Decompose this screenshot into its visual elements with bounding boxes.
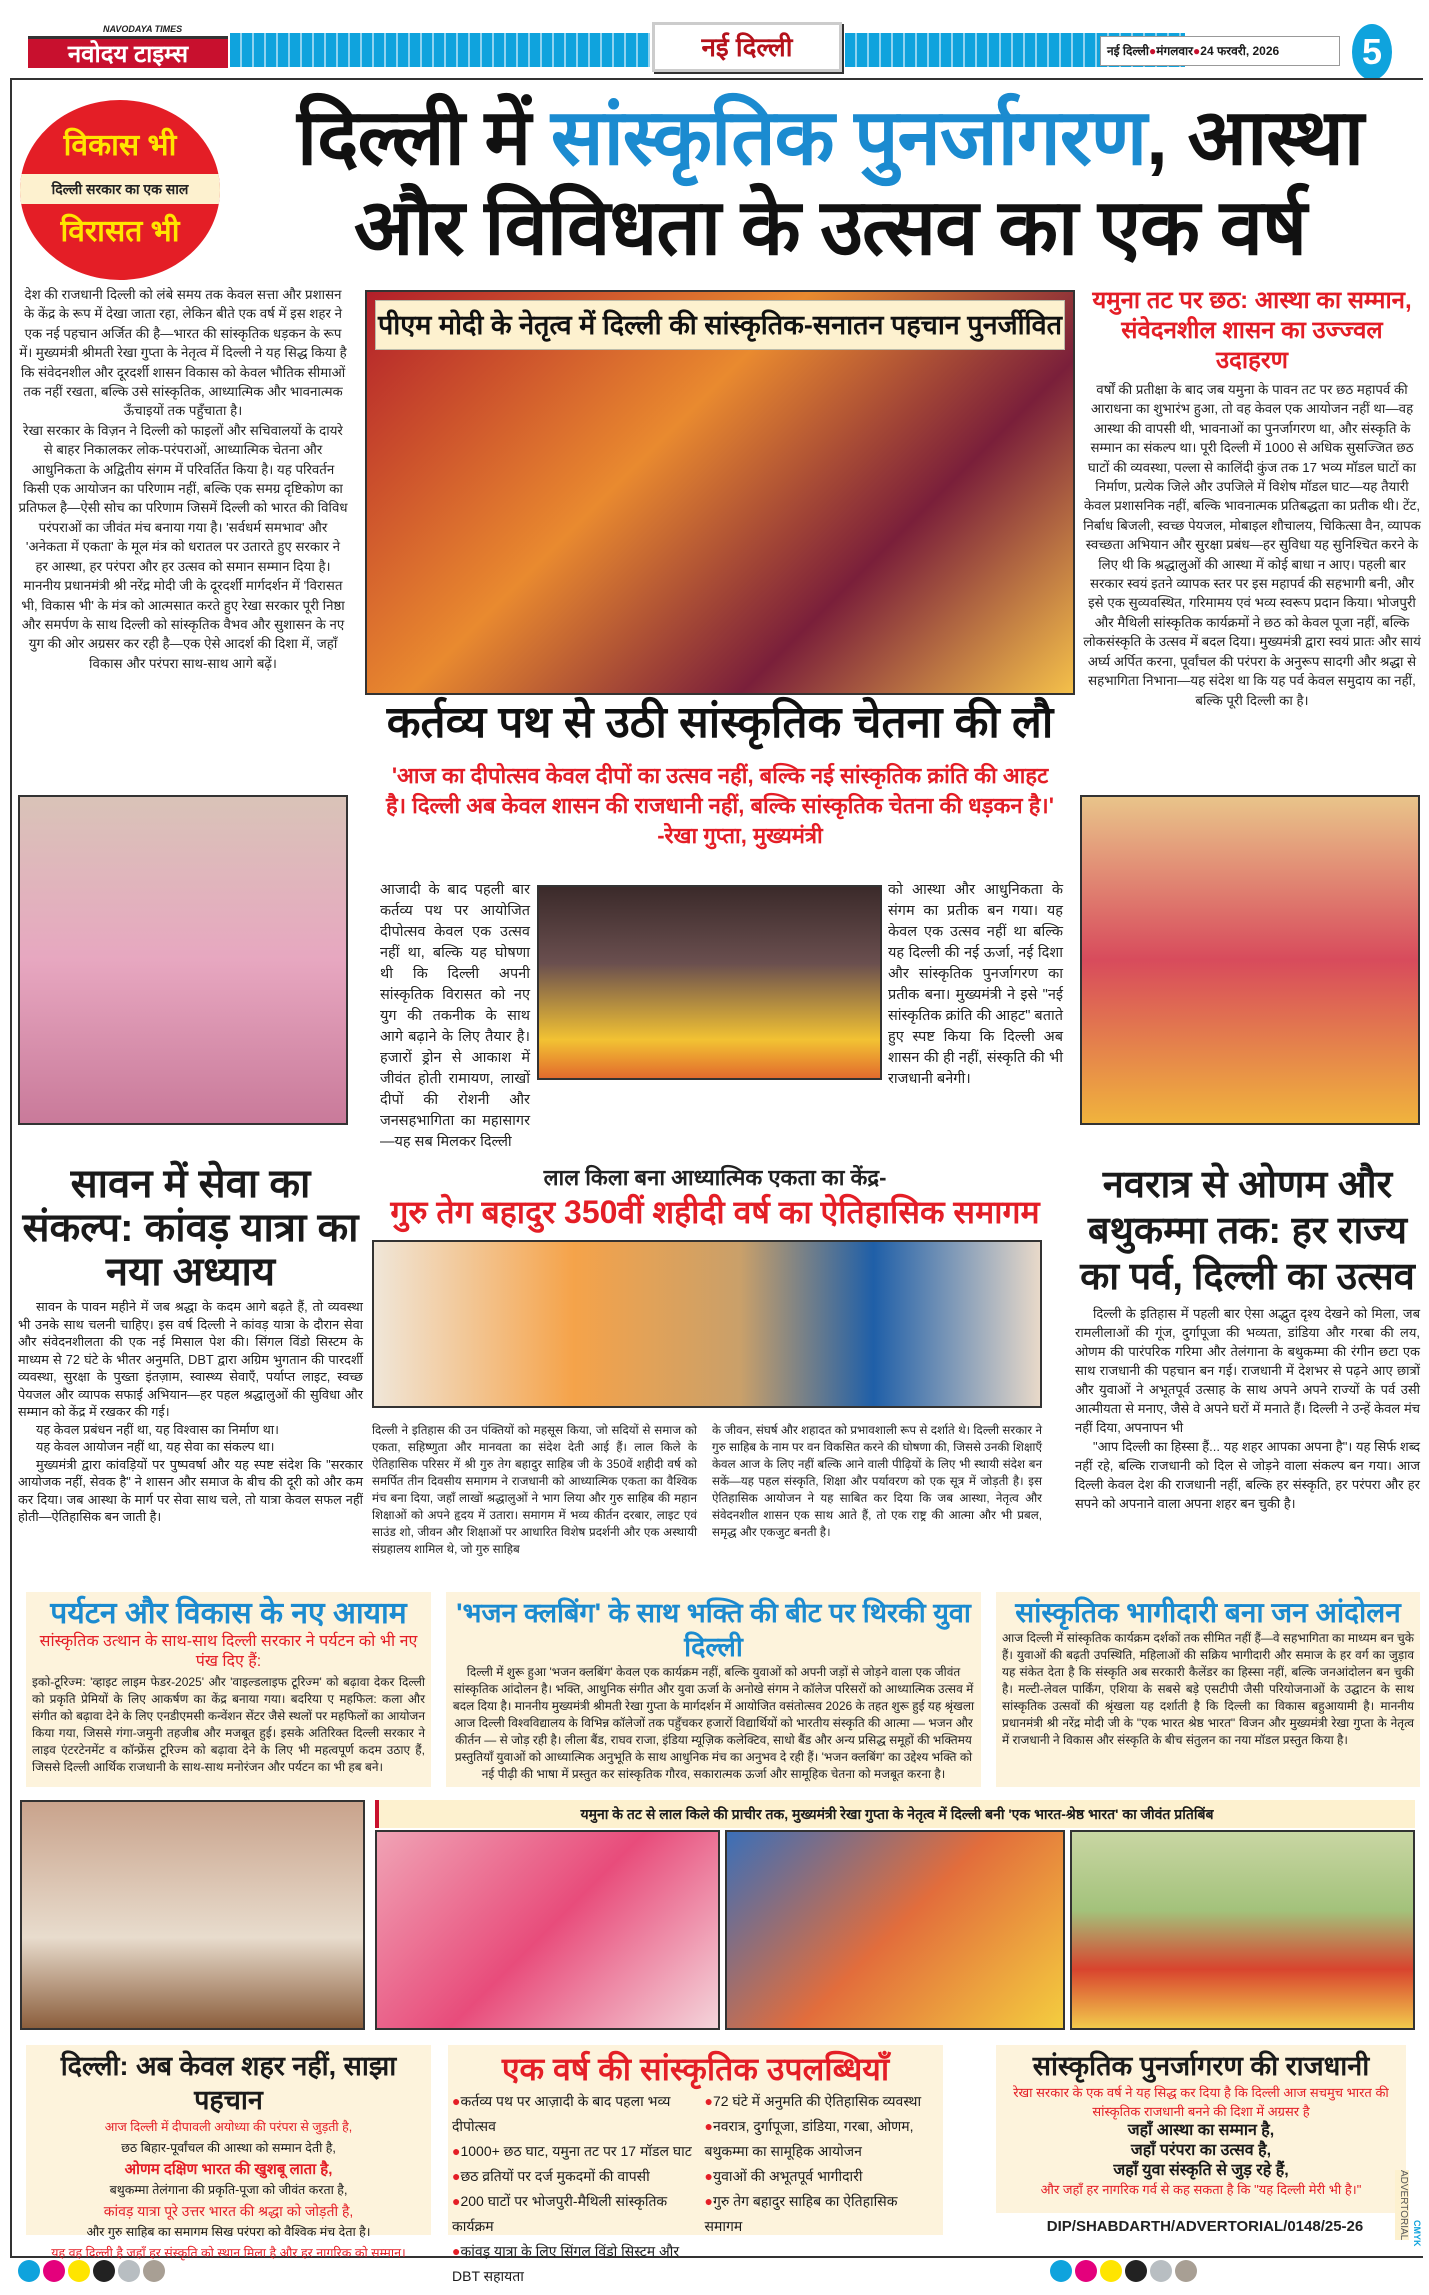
cyan-dot-icon [1050, 2260, 1072, 2282]
gallery-photo-1 [20, 1800, 365, 2030]
achievement-item: ● गुरु तेग बहादुर साहिब का ऐतिहासिक समागम [704, 2189, 939, 2239]
tourism-subtitle: सांस्कृतिक उत्थान के साथ-साथ दिल्ली सरकार ने पर्यटन को भी नए पंख दिए हैं: [39, 1633, 418, 1670]
gallery-photo-3 [725, 1830, 1065, 2030]
achievement-item: ● युवाओं की अभूतपूर्व भागीदारी [704, 2164, 939, 2189]
achievement-item: ● 200 घाटों पर भोजपुरी-मैथिली सांस्कृतिक कार्यक्रम [452, 2189, 696, 2239]
identity-line: ओणम दक्षिण भारत की खुशबू लाता है, [124, 2161, 333, 2178]
kanwar-paragraph: यह केवल प्रबंधन नहीं था, यह विश्वास का निर्माण था। [36, 1421, 279, 1437]
chhath-photo [1080, 795, 1420, 1125]
intro-paragraph: रेखा सरकार के विज़न ने दिल्ली को फाइलों और सचिवालयों के दायरे से बाहर निकालकर लोक-परंपराओं, आध्यात्मिक चेतना और आधुनिकता के अद्वितीय संगम में परिवर्तित किया है। यह परिवर्तन किसी एक आयोजन का परिणाम नहीं, बल्कि एक समग्र दृष्टिकोण का प्रतिफल है—ऐसी सोच का परिणाम जिसमें दिल्ली को भारत की विविध परंपराओं का जीवंत मंच बनाया गया है। 'सर्वधर्म समभाव' और 'अनेकता में एकता' के मूल मंत्र को धरातल पर उतारते हुए सरकार ने हर आस्था, हर परंपरा और हर उत्सव को समान सम्मान दिया है। [18, 422, 348, 574]
capital-line: जहाँ युवा संस्कृति से जुड़ रहे हैं, [1113, 2162, 1289, 2179]
bullet-dot-icon: ● [1149, 44, 1157, 58]
kanwar-article [18, 1162, 363, 1526]
chhath-article [1082, 286, 1422, 710]
tourism-title: पर्यटन और विकास के नए आयाम [50, 1597, 407, 1630]
badge-bottom: विरासत भी [60, 215, 180, 248]
achievements-list-1 [452, 2089, 696, 2289]
kartavya-title: कर्तव्य पथ से उठी सांस्कृतिक चेतना की लौ [386, 698, 1054, 747]
grey-dot-icon [118, 2260, 140, 2282]
navratra-paragraph: "आप दिल्ली का हिस्सा हैं... यह शहर आपका अपना है"। यह सिर्फ शब्द नहीं रहे, बल्कि राजधानी को दिल से जोड़ने वाला संकल्प बन गया। आज दिल्ली केवल देश की राजधानी नहीं, बल्कि हर संस्कृति, हर परंपरा और हर सपने को अपनाने वाला अपना शहर बन चुकी है। [1075, 1439, 1420, 1511]
identity-line: यह वह दिल्ली है जहाँ हर संस्कृति को स्थान मिला है और हर नागरिक को सम्मान। [51, 2246, 406, 2260]
cyan-dot-icon [18, 2260, 40, 2282]
yellow-dot-icon [68, 2260, 90, 2282]
advertorial-label: ADVERTORIAL [1395, 2170, 1409, 2240]
identity-line: छठ बिहार-पूर्वांचल की आस्था को सम्मान देती है, [121, 2141, 336, 2155]
main-headline [240, 92, 1420, 272]
chhath-title: यमुना तट पर छठ: आस्था का सम्मान, संवेदनशील शासन का उज्ज्वल उदाहरण [1092, 287, 1412, 374]
yellow-dot-icon [1100, 2260, 1122, 2282]
participation-box [996, 1592, 1420, 1787]
capital-box [996, 2045, 1406, 2213]
kanwar-paragraph: मुख्यमंत्री द्वारा कांवड़ियों पर पुष्पवर्षा और यह स्पष्ट संदेश कि "सरकार आयोजक नहीं, सेवक है" ने शासन और समाज के बीच की दूरी को और कम कर दिया। जब आस्था के मार्ग पर सेवा साथ चले, तो यात्रा केवल सफल नहीं होती—ऐतिहासिक बन जाती है। [18, 1456, 363, 1524]
anniversary-badge [20, 100, 220, 280]
headline-part2: , आस्था और विविधता के उत्सव का एक वर्ष [353, 93, 1364, 271]
participation-title: सांस्कृतिक भागीदारी बना जन आंदोलन [1015, 1597, 1401, 1628]
kanwar-title: सावन में सेवा का संकल्प: कांवड़ यात्रा का नया अध्याय [22, 1162, 359, 1294]
magenta-dot-icon [43, 2260, 65, 2282]
city-label: नई दिल्ली [652, 22, 842, 72]
capital-title: सांस्कृतिक पुनर्जागरण की राजधानी [1032, 2051, 1370, 2081]
kartavya-article [365, 695, 1075, 851]
gallery-caption: यमुना के तट से लाल किले की प्राचीर तक, मुख्यमंत्री रेखा गुप्ता के नेतृत्व में दिल्ली बनी 'एक भारत-श्रेष्ठ भारत' का जीवंत प्रतिबिंब [375, 1800, 1415, 1828]
achievements-title: एक वर्ष की सांस्कृतिक उपलब्धियाँ [501, 2051, 890, 2087]
badge-middle: दिल्ली सरकार का एक साल [20, 174, 220, 204]
shared-identity-box [26, 2045, 431, 2260]
navratra-title: नवरात्र से ओणम और बथुकम्मा तक: हर राज्य का पर्व, दिल्ली का उत्सव [1080, 1164, 1415, 1298]
logo-small-title: NAVODAYA TIMES [103, 24, 183, 34]
achievement-item: ● 1000+ छठ घाट, यमुना तट पर 17 मॉडल घाट [452, 2139, 696, 2164]
badge-top: विकास भी [63, 129, 177, 162]
cmyk-label: CMYK [1412, 2220, 1422, 2247]
guru-kicker: लाल किला बना आध्यात्मिक एकता का केंद्र- [543, 1165, 887, 1190]
gallery-photo-4 [1070, 1830, 1415, 2030]
masthead [0, 0, 1429, 70]
cm-photo-diya [18, 795, 348, 1125]
participation-body: आज दिल्ली में सांस्कृतिक कार्यक्रम दर्शकों तक सीमित नहीं हैं—वे सहभागिता का माध्यम बन चुके हैं। युवाओं की बढ़ती उपस्थिति, महिलाओं की सक्रिय भागीदारी और समाज के हर वर्ग का जुड़ाव यह संकेत देता है कि संस्कृति अब सरकारी कैलेंडर का हिस्सा नहीं, बल्कि जनआंदोलन बन चुकी है। मल्टी-लेवल पार्किंग, एशिया के सबसे बड़े एसटीपी जैसी परियोजनाओं के उद्घाटन के साथ सांस्कृतिक उत्सवों की श्रृंखला यह दर्शाती है कि दिल्ली का विकास बहुआयामी है। माननीय प्रधानमंत्री श्री नरेंद्र मोदी जी के "एक भारत श्रेष्ठ भारत" विजन और मुख्यमंत्री रेखा गुप्ता के नेतृत्व में राजधानी ने विकास और संस्कृति के बीच संतुलन का नया मॉडल प्रस्तुत किया है। [1002, 1631, 1414, 1747]
black-dot-icon [93, 2260, 115, 2282]
achievements-box [448, 2045, 943, 2284]
intro-paragraph: देश की राजधानी दिल्ली को लंबे समय तक केवल सत्ता और प्रशासन के केंद्र के रूप में देखा जाता रहा, लेकिन बीते एक वर्ष में इस शहर ने एक नई पहचान अर्जित की है—भारत की सांस्कृतिक धड़कन के रूप में। मुख्यमंत्री श्रीमती रेखा गुप्ता के नेतृत्व में दिल्ली ने यह सिद्ध किया है कि संवेदनशील और दूरदर्शी शासन विकास को केवल भौतिक सीमाओं तक नहीं रखता, बल्कि उसे सांस्कृतिक, आध्यात्मिक और भावनात्मक ऊँचाइयों तक पहुँचाता है। [19, 287, 347, 419]
guru-article-header [370, 1162, 1060, 1232]
bhajan-body: दिल्ली में शुरू हुआ 'भजन क्लबिंग' केवल एक कार्यक्रम नहीं, बल्कि युवाओं को अपनी जड़ों से जोड़ने वाला एक जीवंत सांस्कृतिक आंदोलन है। भक्ति, आधुनिक संगीत और युवा ऊर्जा के अनोखे संगम ने कॉलेज परिसरों को आध्यात्मिक उत्सव में बदल दिया है। माननीय मुख्यमंत्री श्रीमती रेखा गुप्ता के मार्गदर्शन में आयोजित वसंतोत्सव 2026 के तहत शुरू हुई यह श्रृंखला आज दिल्ली विश्वविद्यालय के विभिन्न कॉलेजों तक पहुँचकर हजारों विद्यार्थियों को भारतीय संस्कृति की आत्मा — भजन और कीर्तन — से जोड़ रही है। लीला बैंड, राघव राजा, इंडिया म्यूज़िक कलेक्टिव, साधो बैंड और अन्य प्रसिद्ध समूहों की भक्तिमय प्रस्तुतियाँ युवाओं को आध्यात्मिक अनुभूति के साथ आधुनिक मंच का अनुभव दे रही हैं। 'भजन क्लबिंग' का उद्देश्य भक्ति को नई पीढ़ी की भाषा में प्रस्तुत कर सांस्कृतिक गौरव, सकारात्मक ऊर्जा और सामूहिक चेतना को मजबूत करना है। [452, 1665, 975, 1781]
bhajan-box [446, 1592, 981, 1787]
date-value: 24 फरवरी, 2026 [1200, 44, 1280, 58]
quote-text: 'आज का दीपोत्सव केवल दीपों का उत्सव नहीं, बल्कि नई सांस्कृतिक क्रांति की आहट है। दिल्ली अब केवल शासन की राजधानी नहीं, बल्कि सांस्कृतिक चेतना की धड़कन है।' [386, 763, 1054, 818]
tourism-body: इको-टूरिज्म: 'व्हाइट लाइम फेडर-2025' और 'वाइल्डलाइफ टूरिज्म' को बढ़ावा देकर दिल्ली को प्रकृति प्रेमियों के लिए आकर्षण का केंद्र बनाया गया। बदरिया ए महफिल: कला और संगीत को बढ़ावा देने के लिए एनडीएमसी कन्वेंशन सेंटर जैसे स्थलों पर महफिलों का आयोजन किया गया, जिससे गंगा-जमुनी तहजीब और मजबूत हुई। इसके अतिरिक्त दिल्ली सरकार ने लाइव एंटरटेनमेंट व कॉन्फ्रेंस टूरिज्म को बढ़ावा देने के लिए भी महत्वपूर्ण कदम उठाए हैं, जिससे दिल्ली आर्थिक राजधानी के साथ-साथ मनोरंजन और पर्यटन का भी हब बने। [32, 1675, 425, 1774]
tourism-box [26, 1592, 431, 1787]
masthead-stripe-left [230, 33, 650, 67]
kartavya-right-text: को आस्था और आधुनिकता के संगम का प्रतीक बन गया। यह केवल एक उत्सव नहीं था बल्कि यह दिल्ली की नई ऊर्जा, नई दिशा और सांस्कृतिक पुनर्जागरण का प्रतीक बना। मुख्यमंत्री ने इसे "नई सांस्कृतिक क्रांति की आहट" बताते हुए स्पष्ट किया कि दिल्ली अब शासन की ही नहीं, संस्कृति की भी राजधानी बनेगी। [888, 882, 1063, 1087]
intro-column [18, 285, 348, 673]
intro-paragraph: माननीय प्रधानमंत्री श्री नरेंद्र मोदी जी के दूरदर्शी मार्गदर्शन में 'विरासत भी, विकास भी' के मंत्र को आत्मसात करते हुए रेखा सरकार पूरी निष्ठा और समर्पण के साथ दिल्ली को सांस्कृतिक वैभव और सुशासन के नए युग की ओर अग्रसर कर रही है—एक ऐसे आदर्श की दिशा में, जहाँ विकास और परंपरा साथ-साथ आगे बढ़ें। [21, 578, 345, 671]
quote-attribution: -रेखा गुप्ता, मुख्यमंत्री [657, 823, 823, 848]
grey-dot-icon [1150, 2260, 1172, 2282]
navratra-paragraph: दिल्ली के इतिहास में पहली बार ऐसा अद्भुत दृश्य देखने को मिला, जब रामलीलाओं की गूंज, दुर्गापूजा की भव्यता, डांडिया और गरबा की लय, ओणम की पारंपरिक गरिमा और तेलंगाना के बथुकम्मा की रंगीन छटा एक साथ राजधानी की पहचान बन गई। राजधानी में देशभर से पढ़ने आए छात्रों और युवाओं ने अभूतपूर्व उत्साह के साथ अपने अपने राज्यों के पर्व उसी आत्मीयता से मनाए, जैसे वे अपने घरों में मनाते हैं। दिल्ली ने उन्हें केवल मंच नहीं दिया, अपनापन भी [1075, 1306, 1420, 1435]
page-number: 5 [1352, 24, 1392, 80]
kanwar-paragraph: सावन के पावन महीने में जब श्रद्धा के कदम आगे बढ़ते हैं, तो व्यवस्था भी उनके साथ चलनी चाहिए। इस वर्ष दिल्ली ने कांवड़ यात्रा के दौरान सेवा और संवेदनशीलता की एक नई मिसाल पेश की। सिंगल विंडो सिस्टम के माध्यम से 72 घंटे के भीतर अनुमति, DBT द्वारा अग्रिम भुगतान की पारदर्शी व्यवस्था, सुरक्षा के पुख्ता इंतज़ाम, स्वास्थ्य सेवाएँ, पर्याप्त लाइट, स्वच्छ पेयजल और व्यापक सफाई अभियान—हर पहल श्रद्धालुओं की सुविधा और सम्मान को केंद्र में रखकर की गई। [18, 1299, 363, 1419]
deepotsav-photo [537, 885, 882, 1080]
chhath-body: वर्षों की प्रतीक्षा के बाद जब यमुना के पावन तट पर छठ महापर्व की आराधना का शुभारंभ हुआ, तो वह केवल एक आयोजन नहीं था—वह आस्था की वापसी थी, भावनाओं का पुनर्जागरण था, और संस्कृति के सम्मान का संकल्प था। पूरी दिल्ली में 1000 से अधिक सुसज्जित छठ घाटों की व्यवस्था, पल्ला से कालिंदी कुंज तक 17 भव्य मॉडल घाटों का निर्माण, प्रत्येक जिले और उपजिले में विशेष मॉडल घाट—यह तैयारी केवल प्रशासनिक नहीं, बल्कि भावनात्मक प्रतिबद्धता का प्रतीक थी। टेंट, निर्बाध बिजली, स्वच्छ पेयजल, मोबाइल शौचालय, चिकित्सा वैन, व्यापक स्वच्छता अभियान और सुरक्षा प्रबंध—हर सुविधा यह सुनिश्चित करने के लिए थी कि श्रद्धालुओं की आस्था में कोई बाधा न आए। पहली बार सरकार स्वयं इतने व्यापक स्तर पर इस महापर्व की सहभागी बनी, और इसे एक सुव्यवस्थित, गरिमामय एवं भव्य स्वरूप प्रदान किया। भोजपुरी और मैथिली सांस्कृतिक कार्यक्रमों ने छठ को केवल पूजा नहीं, बल्कि लोकसंस्कृति के उत्सव में बदल दिया। मुख्यमंत्री द्वारा स्वयं प्रातः और सायं अर्घ्य अर्पित करना, पूर्वांचल की परंपरा के अनुरूप सादगी और श्रद्धा से सहभागिता निभाना—यह संदेश था कि यह पर्व केवल समुदाय का नहीं, बल्कि पूरी दिल्ली का है। [1083, 382, 1421, 708]
date-line [1100, 36, 1340, 66]
guru-title: गुरु तेग बहादुर 350वीं शहीदी वर्ष का ऐतिहासिक समागम [390, 1194, 1040, 1230]
shared-identity-lines [30, 2117, 427, 2264]
gallery-photo-2 [375, 1830, 720, 2030]
capital-lines [1000, 2121, 1402, 2181]
dip-code: DIP/SHABDARTH/ADVERTORIAL/0148/25-26 [1046, 2218, 1364, 2235]
identity-line: आज दिल्ली में दीपावली अयोध्या की परंपरा से जुड़ती है, [104, 2120, 353, 2134]
achievement-item: ● कांवड़ यात्रा के लिए सिंगल विंडो सिस्टम और DBT सहायता [452, 2239, 696, 2289]
guru-col2: के जीवन, संघर्ष और शहादत को प्रभावशाली रूप से दर्शाते थे। दिल्ली सरकार ने गुरु साहिब के नाम पर वन विकसित करने की घोषणा की, जिससे उनकी शिक्षाएँ केवल आज के लिए नहीं बल्कि आने वाली पीढ़ियों के लिए भी स्थायी संदेश बन सकें—यह पहल संस्कृति, शिक्षा और पर्यावरण को एक सूत्र में जोड़ती है। इस ऐतिहासिक आयोजन ने यह साबित कर दिया कि जब आस्था, नेतृत्व और संवेदनशील शासन एक साथ आते हैं, तो एक राष्ट्र की आत्मा और भी प्रबल, समृद्ध और एकजुट बनती है। [712, 1423, 1042, 1539]
guru-col1: दिल्ली ने इतिहास की उन पंक्तियों को महसूस किया, जो सदियों से समाज को एकता, सहिष्णुता और मानवता का संदेश देती आई हैं। लाल किले के ऐतिहासिक परिसर में श्री गुरु तेग बहादुर साहिब जी के 350वें शहीदी वर्ष को समर्पित तीन दिवसीय समागम ने राजधानी को आध्यात्मिक एकता का वैश्विक मंच बना दिया, जहाँ लाखों श्रद्धालुओं ने भाग लिया और गुरु साहिब की महान शिक्षाओं को अपने हृदय में उतारा। समागम में भव्य कीर्तन दरबार, लाइट एवं साउंड शो, जीवन और शिक्षाओं पर आधारित विशेष प्रदर्शनी और एक अस्थायी संग्रहालय शामिल थे, जो गुरु साहिब [372, 1423, 697, 1556]
magenta-dot-icon [1075, 2260, 1097, 2282]
kanwar-body [18, 1298, 363, 1526]
navratra-article [1075, 1162, 1420, 1513]
guru-samagam-photo [372, 1240, 1042, 1408]
registration-marks-mid [1050, 2260, 1200, 2287]
achievement-item: ● 72 घंटे में अनुमति की ऐतिहासिक व्यवस्था [704, 2089, 939, 2114]
capital-line: जहाँ परंपरा का उत्सव है, [1130, 2142, 1272, 2159]
logo-text: नवोदय टाइम्स [28, 36, 228, 68]
cm-quote [365, 761, 1075, 851]
kanwar-paragraph: यह केवल आयोजन नहीं था, यह सेवा का संकल्प था। [36, 1439, 275, 1454]
headline-part1: दिल्ली में [296, 93, 551, 181]
tan-dot-icon [1175, 2260, 1197, 2282]
newspaper-logo [28, 22, 233, 70]
kartavya-left-text: आजादी के बाद पहली बार कर्तव्य पथ पर आयोजित दीपोत्सव केवल एक उत्सव नहीं था, बल्कि यह घोषणा थी कि दिल्ली अपनी सांस्कृतिक विरासत को नए युग की तकनीक के साथ आगे बढ़ाने के लिए तैयार है। हजारों ड्रोन से आकाश में जीवंत होती रामायण, लाखों दीपों की रोशनी और जनसहभागिता का महासागर—यह सब मिलकर दिल्ली [380, 882, 530, 1150]
shared-identity-title: दिल्ली: अब केवल शहर नहीं, साझा पहचान [60, 2051, 397, 2115]
date-city: नई दिल्ली [1107, 44, 1150, 58]
navratra-body [1075, 1304, 1420, 1513]
black-dot-icon [1125, 2260, 1147, 2282]
pm-photo-caption: पीएम मोदी के नेतृत्व में दिल्ली की सांस्कृतिक-सनातन पहचान पुनर्जीवित [375, 300, 1065, 350]
bullet-dot-icon: ● [1193, 44, 1201, 58]
gallery-strip [375, 1800, 1415, 2030]
bhajan-title: 'भजन क्लबिंग' के साथ भक्ति की बीट पर थिरकी युवा दिल्ली [456, 1598, 971, 1662]
capital-line: जहाँ आस्था का सम्मान है, [1127, 2122, 1275, 2139]
achievement-item: ● कर्तव्य पथ पर आज़ादी के बाद पहला भव्य दीपोत्सव [452, 2089, 696, 2139]
registration-marks-left [18, 2260, 168, 2287]
achievement-item: ● छठ व्रतियों पर दर्ज मुकदमों की वापसी [452, 2164, 696, 2189]
identity-line: और गुरु साहिब का समागम सिख परंपरा को वैश्विक मंच देता है। [86, 2225, 371, 2239]
headline-highlight: सांस्कृतिक पुनर्जागरण [550, 93, 1147, 181]
identity-line: कांवड़ यात्रा पूरे उत्तर भारत की श्रद्धा को जोड़ती है, [103, 2203, 354, 2219]
tan-dot-icon [143, 2260, 165, 2282]
identity-line: बथुकम्मा तेलंगाना की प्रकृति-पूजा को जीवंत करता है, [109, 2183, 348, 2197]
achievements-list-2 [704, 2089, 939, 2289]
achievements-columns [452, 2089, 939, 2289]
capital-intro: रेखा सरकार के एक वर्ष ने यह सिद्ध कर दिया है कि दिल्ली आज सचमुच भारत की सांस्कृतिक राजधानी बनने की दिशा में अग्रसर है [1013, 2085, 1389, 2119]
pm-modi-photo [365, 290, 1075, 695]
achievement-item: ● नवरात्र, दुर्गापूजा, डांडिया, गरबा, ओणम, बथुकम्मा का सामूहिक आयोजन [704, 2114, 939, 2164]
date-day: मंगलवार [1156, 44, 1194, 58]
capital-closing: और जहाँ हर नागरिक गर्व से कह सकता है कि "यह दिल्ली मेरी भी है।" [1040, 2182, 1362, 2197]
